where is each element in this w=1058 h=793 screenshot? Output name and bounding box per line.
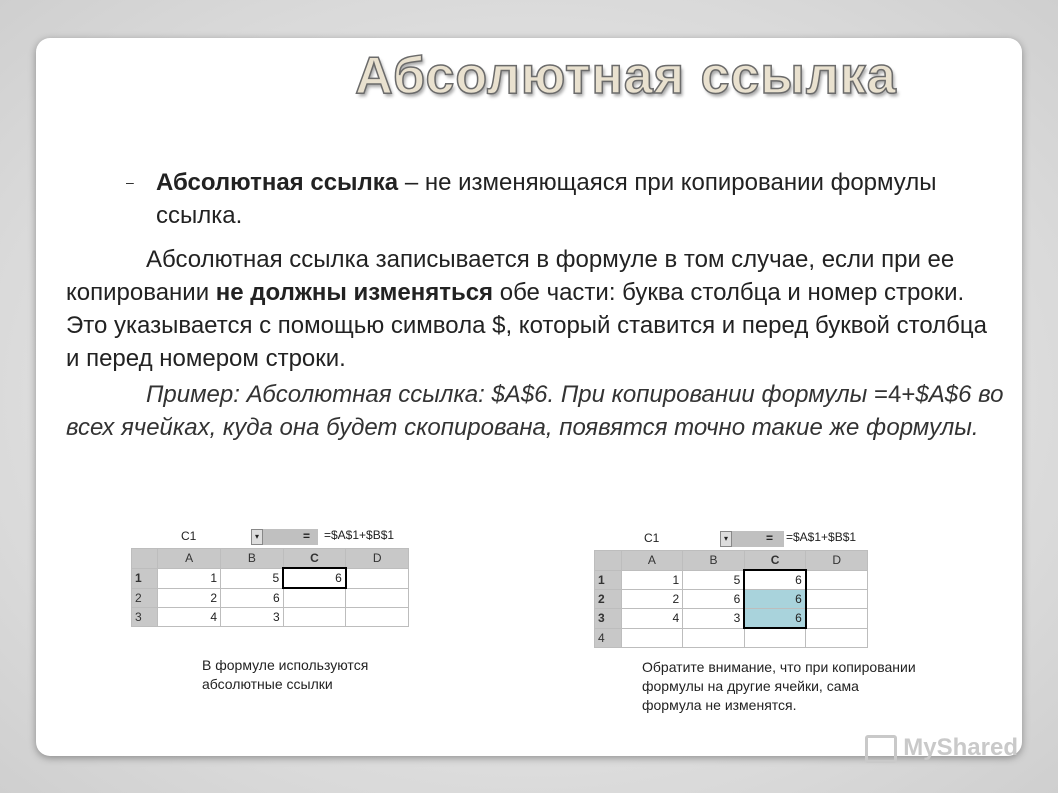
formula-toolbar (732, 531, 784, 547)
presentation-icon (865, 735, 897, 763)
dropdown-icon[interactable]: ▾ (720, 531, 732, 547)
column-header[interactable]: A (158, 549, 221, 569)
caption-1: В формуле используются абсолютные ссылки (202, 657, 369, 692)
cell[interactable] (621, 628, 683, 648)
paragraph-2-bold: =4+ (873, 381, 916, 408)
column-header[interactable]: C (744, 551, 806, 571)
row-header[interactable]: 4 (595, 628, 622, 648)
row-header[interactable]: 3 (595, 609, 622, 629)
grid (131, 548, 409, 627)
slide (36, 38, 1022, 756)
cell-highlighted[interactable]: 6 (744, 590, 806, 609)
cell-selected[interactable]: 6 (744, 570, 806, 590)
cell[interactable]: 5 (221, 568, 284, 588)
cell-reference: C1 (644, 531, 660, 545)
cell[interactable] (806, 570, 868, 590)
spreadsheet-2 (594, 528, 870, 648)
definition-term: Абсолютная ссылка (156, 169, 399, 196)
paragraph-1-b: обе части: буква столбца и номер строки. Это указывается с помощью символа $, который ставится и перед буквой столбца и перед номером строки. (66, 279, 988, 372)
cell-highlighted[interactable]: 6 (744, 609, 806, 629)
cell[interactable]: 2 (621, 590, 683, 609)
formula-bar (594, 528, 870, 550)
paragraph-2-a: Пример: Абсолютная ссылка: $A$6. При копировании формулы (146, 381, 874, 408)
column-header[interactable]: B (683, 551, 745, 571)
cell[interactable] (346, 608, 409, 627)
row-header[interactable]: 1 (132, 568, 158, 588)
cell-selected[interactable]: 6 (283, 568, 346, 588)
column-header[interactable]: B (221, 549, 284, 569)
cell[interactable] (806, 609, 868, 629)
paragraph-1 (66, 243, 1006, 375)
row-header[interactable]: 2 (132, 588, 158, 608)
dropdown-icon[interactable]: ▾ (251, 529, 263, 545)
formula-bar (131, 526, 411, 548)
caption-2: Обратите внимание, что при копировании формулы на другие ячейки, сама формула не изменятся. (642, 659, 916, 713)
cell[interactable] (283, 588, 346, 608)
bullet-dash: – (126, 174, 134, 190)
cell[interactable]: 1 (621, 570, 683, 590)
grid (594, 550, 868, 648)
spreadsheet-1 (131, 526, 411, 626)
cell[interactable]: 2 (158, 588, 221, 608)
cell[interactable]: 3 (683, 609, 745, 629)
cell[interactable]: 3 (221, 608, 284, 627)
column-header[interactable]: A (621, 551, 683, 571)
cell[interactable]: 1 (158, 568, 221, 588)
watermark-text: MyShared (903, 734, 1018, 762)
cell[interactable] (744, 628, 806, 648)
row-header[interactable]: 1 (595, 570, 622, 590)
cell[interactable] (283, 608, 346, 627)
definition-text: – не изменяющаяся при копировании формулы ссылка. (156, 169, 937, 229)
cell[interactable] (346, 568, 409, 588)
equals-icon: = (766, 531, 774, 545)
cell[interactable]: 5 (683, 570, 745, 590)
cell[interactable]: 4 (158, 608, 221, 627)
row-header[interactable]: 3 (132, 608, 158, 627)
cell-reference: C1 (181, 529, 197, 543)
cell[interactable] (346, 588, 409, 608)
watermark-logo (865, 734, 1018, 763)
cell[interactable] (683, 628, 745, 648)
slide-title: Абсолютная ссылка (355, 47, 897, 105)
column-header[interactable]: C (283, 549, 346, 569)
paragraph-1-bold: не должны изменяться (215, 279, 494, 306)
formula-text: =$A$1+$B$1 (786, 530, 857, 544)
row-header[interactable]: 2 (595, 590, 622, 609)
definition (126, 166, 996, 232)
column-header[interactable]: D (346, 549, 409, 569)
cell[interactable]: 6 (683, 590, 745, 609)
formula-text: =$A$1+$B$1 (324, 528, 395, 542)
paragraph-2 (66, 378, 1006, 444)
cell[interactable]: 4 (621, 609, 683, 629)
equals-icon: = (303, 529, 311, 543)
column-header[interactable]: D (806, 551, 868, 571)
cell[interactable] (806, 628, 868, 648)
cell[interactable]: 6 (221, 588, 284, 608)
paragraph-1-a: Абсолютная ссылка записывается в формуле в том случае, если при ее копировании (66, 246, 955, 306)
paragraph-2-b: $A$6 во всех ячейках, куда она будет скопирована, появятся точно такие же формулы. (66, 381, 1004, 441)
cell[interactable] (806, 590, 868, 609)
